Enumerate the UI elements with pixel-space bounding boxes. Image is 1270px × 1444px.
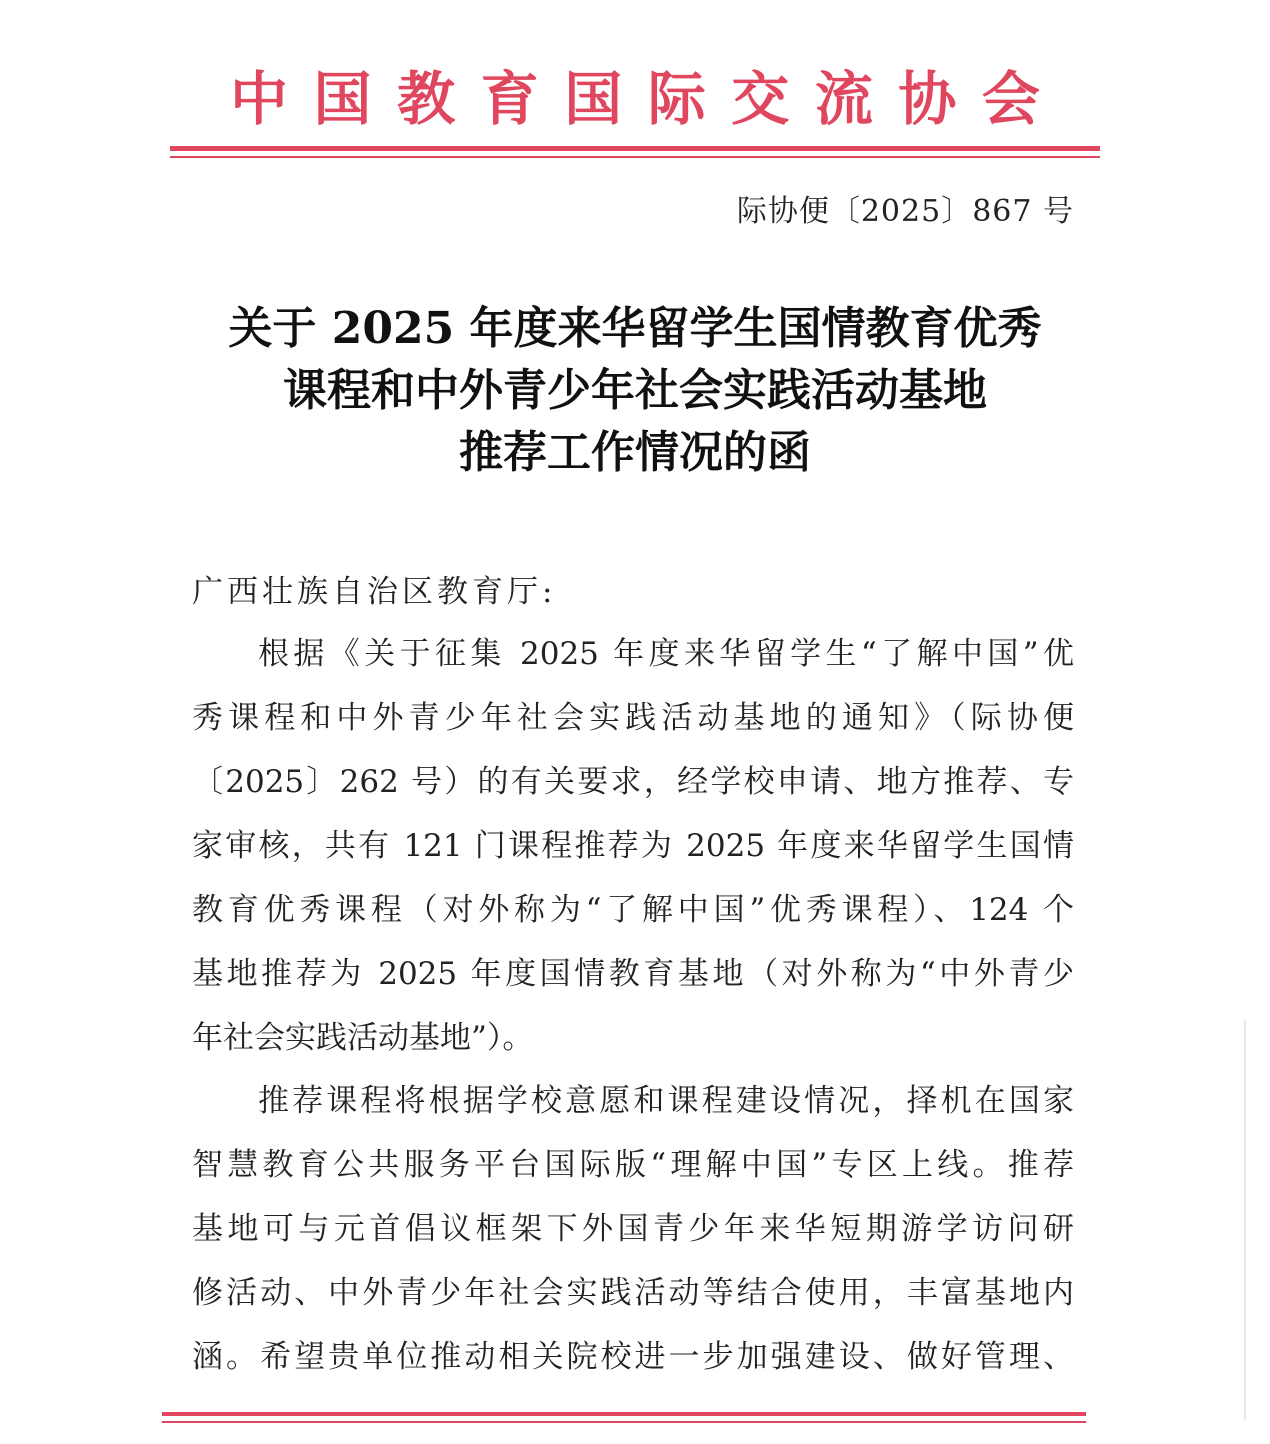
scan-edge (1244, 1020, 1246, 1420)
text-line: 年社会实践活动基地”）。 (192, 1020, 534, 1056)
text-line: 教育优秀课程（对外称为“了解中国”优秀课程）、124 个 (192, 892, 1074, 928)
text-line: 修活动、中外青少年社会实践活动等结合使用，丰富基地内 (192, 1275, 1074, 1311)
org-char: 教 (397, 65, 456, 133)
title-line: 关于 2025 年度来华留学生国情教育优秀 (228, 303, 1042, 354)
text-line: 推荐课程将根据学校意愿和课程建设情况，择机在国家 (258, 1083, 1074, 1119)
org-char: 际 (647, 65, 706, 133)
title-line: 推荐工作情况的函 (459, 427, 811, 478)
org-char: 协 (898, 65, 957, 133)
text-line: 基地可与元首倡议框架下外国青少年来华短期游学访问研 (192, 1211, 1074, 1247)
org-char: 国 (564, 65, 623, 133)
footer-divider (162, 1412, 1086, 1423)
document-title (120, 298, 1150, 484)
header-divider (170, 146, 1100, 158)
document-number: 际协便〔2025〕867 号 (736, 194, 1074, 229)
text-line: 〔2025〕262 号）的有关要求，经学校申请、地方推荐、专 (192, 764, 1074, 800)
text-line: 根据《关于征集 2025 年度来华留学生“了解中国”优 (258, 636, 1074, 672)
org-char: 会 (981, 65, 1040, 133)
organization-header (170, 58, 1100, 133)
paragraph-1 (192, 622, 1074, 1070)
text-line: 秀课程和中外青少年社会实践活动基地的通知》（际协便 (192, 700, 1074, 736)
text-line: 基地推荐为 2025 年度国情教育基地（对外称为“中外青少 (192, 956, 1074, 992)
org-char: 中 (230, 65, 289, 133)
org-char: 流 (814, 65, 873, 133)
text-line: 涵。希望贵单位推动相关院校进一步加强建设、做好管理、 (192, 1339, 1074, 1375)
title-line: 课程和中外青少年社会实践活动基地 (283, 365, 987, 416)
org-char: 育 (480, 65, 539, 133)
org-char: 国 (313, 65, 372, 133)
org-char: 交 (731, 65, 790, 133)
text-line: 家审核，共有 121 门课程推荐为 2025 年度来华留学生国情 (192, 828, 1074, 864)
recipient: 广西壮族自治区教育厅: (192, 574, 557, 610)
text-line: 智慧教育公共服务平台国际版“理解中国”专区上线。推荐 (192, 1147, 1074, 1183)
paragraph-2 (192, 1069, 1074, 1389)
